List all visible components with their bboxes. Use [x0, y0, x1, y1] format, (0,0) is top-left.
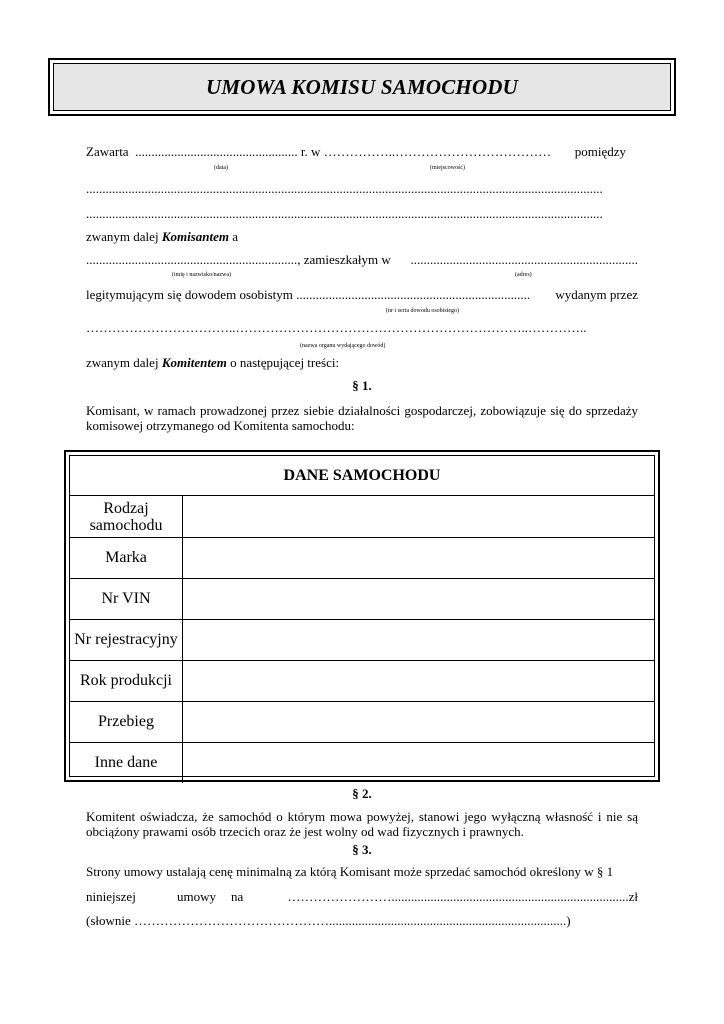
- section1-heading: § 1.: [352, 378, 372, 393]
- row-label-marka: Marka: [70, 537, 183, 578]
- section2-text: Komitent oświadcza, że samochód o którym mowa powyżej, stanowi jego wyłączną własność i nie są obciążony prawami osób trzecich oraz że jest wolny od wad fizycznych i prawnych.: [86, 809, 638, 839]
- komitent-prefix: zwanym dalej: [86, 355, 159, 370]
- wydanym-label: wydanym przez: [555, 287, 638, 302]
- zawarta-label: Zawarta: [86, 144, 129, 159]
- table-row: [70, 619, 654, 661]
- party-line-2[interactable]: ...............................................................................................................................................................: [86, 206, 603, 221]
- row-label-vin: Nr VIN: [70, 578, 183, 619]
- address-caption: (adres): [515, 272, 532, 278]
- name-address-line: [86, 252, 391, 268]
- row-label-rok: Rok produkcji: [70, 660, 183, 701]
- table-row: [70, 742, 654, 783]
- row-value-marka[interactable]: [183, 537, 654, 578]
- car-table-header: DANE SAMOCHODU: [70, 456, 654, 496]
- table-row: [70, 578, 654, 620]
- row-value-rok[interactable]: [183, 660, 654, 701]
- document-title: UMOWA KOMISU SAMOCHODU: [205, 74, 519, 99]
- id-line: [86, 287, 530, 303]
- komitent-intro: [86, 355, 339, 371]
- section1-text: Komisant, w ramach prowadzonej przez siebie działalności gospodarczej, zobowiązuje się do sprzedaży komisowej otrzymanego od Komitenta samochodu:: [86, 403, 638, 433]
- place-field[interactable]: ……………..………………………………: [323, 144, 552, 159]
- komisant-prefix: zwanym dalej: [86, 229, 159, 244]
- legit-label: legitymującym się dowodem osobistym: [86, 287, 293, 302]
- section3-heading: § 3.: [352, 842, 372, 857]
- section3-text: Strony umowy ustalają cenę minimalną za którą Komisant może sprzedać samochód określony w § 1: [86, 864, 614, 879]
- table-row: [70, 660, 654, 702]
- table-row: [70, 496, 654, 538]
- id-field[interactable]: ........................................................................: [296, 287, 531, 302]
- row-label-inne: Inne dane: [70, 742, 183, 783]
- r-w-label: r. w: [300, 144, 321, 159]
- name-field[interactable]: .................................................................,: [86, 252, 301, 267]
- authority-field[interactable]: ……………………………..…………………………………………………………..…………..: [86, 320, 587, 335]
- party-line-1[interactable]: ...............................................................................................................................................................: [86, 181, 603, 196]
- date-field[interactable]: ..................................................: [135, 144, 298, 159]
- zamieszkalym-label: zamieszkałym w: [303, 252, 391, 267]
- title-box: [48, 58, 676, 116]
- komisant-suffix: a: [232, 229, 239, 244]
- table-row: [70, 537, 654, 579]
- price-field[interactable]: …………………….........................................................................zł: [287, 889, 638, 904]
- car-table-inner: [69, 455, 655, 777]
- komisant-name: Komisantem: [161, 229, 229, 244]
- place-caption: (miejscowość): [430, 165, 465, 171]
- car-data-table: [64, 450, 660, 782]
- row-label-rodzaj: Rodzaj samochodu: [70, 496, 183, 537]
- id-caption: (nr i seria dowodu osobistego): [386, 308, 459, 314]
- row-value-rejestracyjny[interactable]: [183, 619, 654, 660]
- umowy-label: umowy: [177, 889, 216, 904]
- row-value-rodzaj[interactable]: [183, 496, 654, 537]
- komisant-intro: [86, 229, 238, 245]
- intro-line: [86, 144, 551, 160]
- niniejszej-label: niniejszej: [86, 889, 136, 904]
- row-label-rejestracyjny: Nr rejestracyjny: [70, 619, 183, 660]
- row-value-inne[interactable]: [183, 742, 654, 783]
- row-value-przebieg[interactable]: [183, 701, 654, 742]
- komitent-name: Komitentem: [161, 355, 227, 370]
- table-row: [70, 701, 654, 743]
- address-field[interactable]: ......................................................................: [410, 252, 638, 267]
- authority-caption: (nazwa organu wydającego dowód): [300, 343, 386, 349]
- komitent-suffix: o następującej treści:: [230, 355, 340, 370]
- row-value-vin[interactable]: [183, 578, 654, 619]
- na-label: na: [231, 889, 244, 904]
- section2-heading: § 2.: [352, 786, 372, 801]
- row-label-przebieg: Przebieg: [70, 701, 183, 742]
- pomiedzy-label: pomiędzy: [574, 144, 626, 159]
- date-caption: (data): [214, 165, 228, 171]
- price-words-field[interactable]: (słownie ……………………………………….........................................................................): [86, 913, 571, 928]
- name-caption: (imię i nazwisko/nazwa): [172, 272, 231, 278]
- title-banner: [53, 63, 671, 111]
